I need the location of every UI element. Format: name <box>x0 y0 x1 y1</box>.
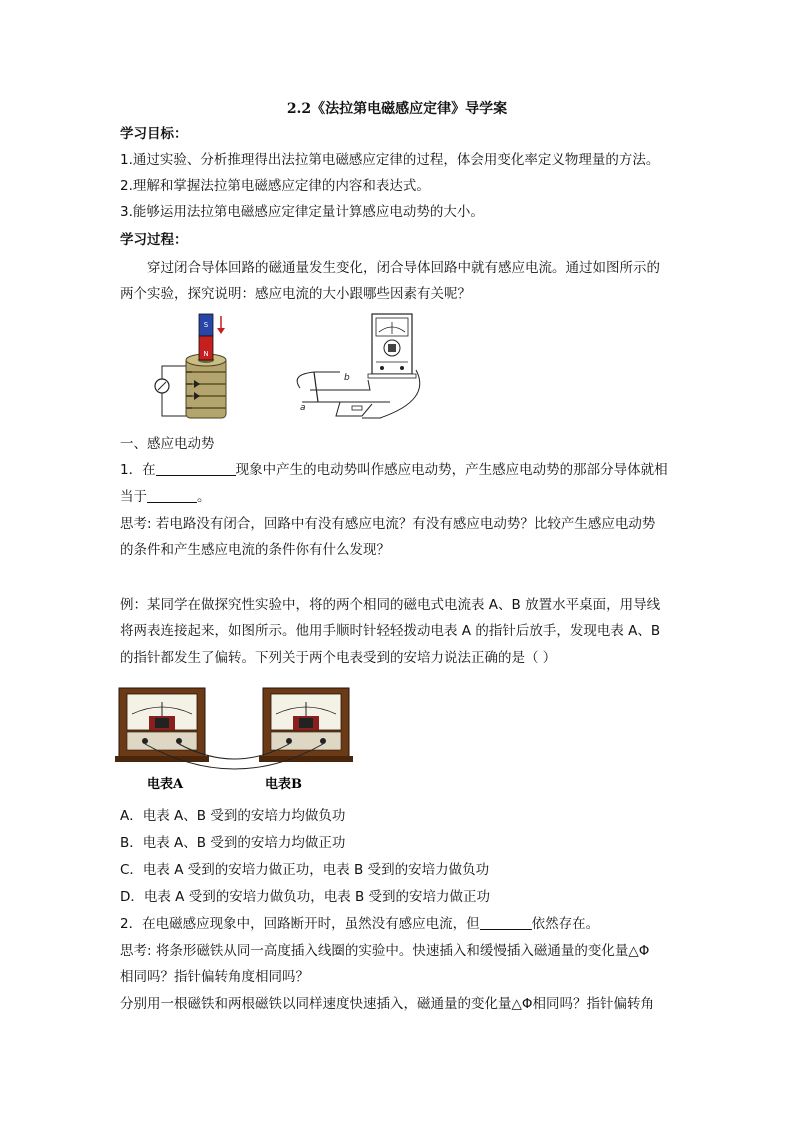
magnet-label-n: N <box>203 350 209 358</box>
meter-a-label: 电表A <box>147 777 184 792</box>
section-heading-emf: 一、感应电动势 <box>120 436 215 452</box>
document-title: 2.2《法拉第电磁感应定律》导学案 <box>286 101 508 117</box>
goal-item-3: 3.能够运用法拉第电磁感应定律定量计算感应电动势的大小。 <box>120 204 484 220</box>
magnet-label-s: S <box>203 321 209 329</box>
question-1-line-1 <box>120 460 668 480</box>
think-1-line-1: 思考: 若电路没有闭合，回路中有没有感应电流？有没有感应电动势？比较产生感应电动势 <box>120 516 656 532</box>
meter-b-label: 电表B <box>265 777 302 792</box>
example-line-1: 例：某同学在做探究性实验中，将的两个相同的磁电式电流表 A、B 放置水平桌面，用导线 <box>120 597 661 613</box>
question-1-text-c: 当于 <box>120 489 147 505</box>
question-1-text-d: 。 <box>197 489 211 505</box>
intro-line-1: 穿过闭合导体回路的磁通量发生变化，闭合导体回路中就有感应电流。通过如图所示的 <box>147 260 660 276</box>
rod-experiment <box>297 314 420 418</box>
question-1-text-b: 现象中产生的电动势叫作感应电动势，产生感应电动势的那部分导体就相 <box>235 462 668 478</box>
two-meters-figure <box>115 684 355 794</box>
option-a: A．电表 A、B 受到的安培力均做负功 <box>120 808 346 824</box>
bar-magnet <box>199 314 213 360</box>
example-line-3: 的指针都发生了偏转。下列关于两个电表受到的安培力说法正确的是（ ） <box>120 650 557 666</box>
intro-line-2: 两个实验，探究说明：感应电流的大小跟哪些因素有关呢？ <box>120 286 471 302</box>
think-1-line-2: 的条件和产生感应电流的条件你有什么发现？ <box>120 542 390 558</box>
think-2-line-3: 分别用一根磁铁和两根磁铁以同样速度快速插入，磁通量的变化量△Φ相同吗？指针偏转角 <box>120 996 655 1012</box>
wire-label-a: a <box>300 403 306 413</box>
option-c: C．电表 A 受到的安培力做正功，电表 B 受到的安培力做负功 <box>120 862 490 878</box>
option-b: B．电表 A、B 受到的安培力均做正功 <box>120 835 346 851</box>
answer-blank-2[interactable] <box>147 488 197 503</box>
think-2-line-1: 思考: 将条形磁铁从同一高度插入线圈的实验中。快速插入和缓慢插入磁通量的变化量△Φ <box>120 943 650 959</box>
question-1-text-a: 1．在 <box>120 462 156 478</box>
goal-item-2: 2.理解和掌握法拉第电磁感应定律的内容和表达式。 <box>120 178 430 194</box>
goals-heading: 学习目标： <box>120 126 188 142</box>
option-d: D．电表 A 受到的安培力做负功，电表 B 受到的安培力做正功 <box>120 889 491 905</box>
think-2-line-2: 相同吗？指针偏转角度相同吗？ <box>120 969 309 985</box>
answer-blank-3[interactable] <box>480 915 532 930</box>
example-line-2: 将两表连接起来，如图所示。他用手顺时针轻轻拨动电表 A 的指针后放手，发现电表 A、B <box>120 623 661 639</box>
experiment-figure-1 <box>140 310 440 430</box>
down-arrow-icon <box>217 316 225 334</box>
question-1-line-2 <box>120 487 211 507</box>
question-2-text-a: 2．在电磁感应现象中，回路断开时，虽然没有感应电流，但 <box>120 916 480 932</box>
question-2-text-b: 依然存在。 <box>531 916 600 932</box>
answer-blank-1[interactable] <box>156 461 236 476</box>
question-2 <box>120 914 599 934</box>
goal-item-1: 1.通过实验、分析推理得出法拉第电磁感应定律的过程，体会用变化率定义物理量的方法。 <box>120 152 660 168</box>
process-heading: 学习过程： <box>120 232 188 248</box>
coil <box>186 354 226 418</box>
wire-label-b: b <box>344 373 350 383</box>
meter-b <box>259 688 353 762</box>
